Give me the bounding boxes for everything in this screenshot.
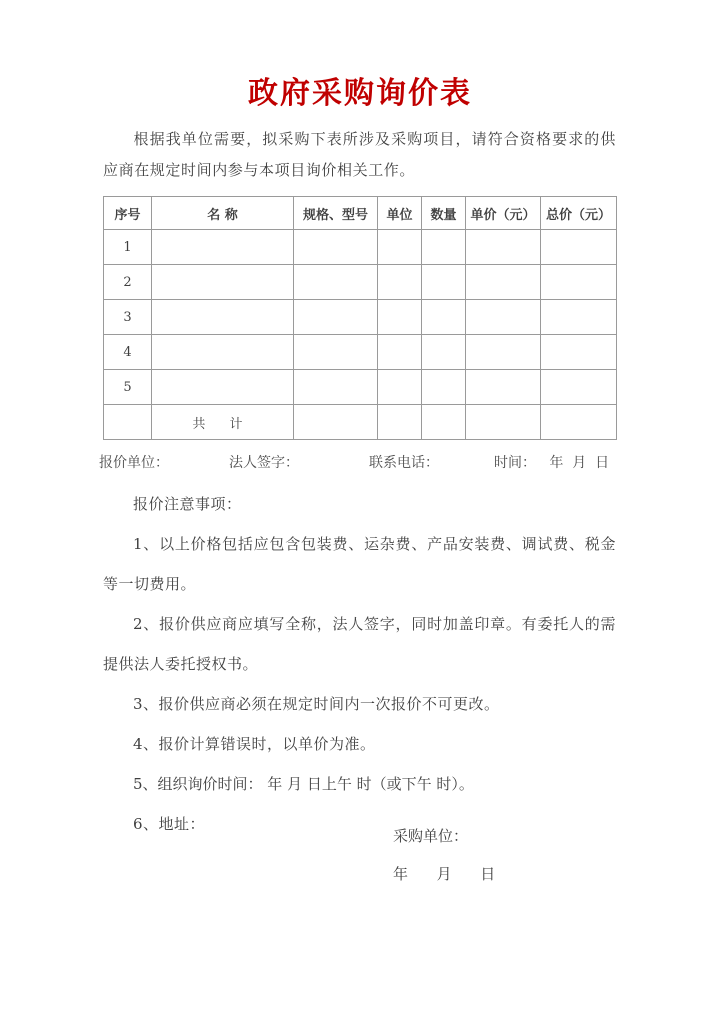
intro-paragraph [103,124,616,186]
cell-name[interactable] [152,230,294,265]
cell-qty[interactable] [422,370,466,405]
cell-qty[interactable] [422,265,466,300]
cell-qty[interactable] [422,335,466,370]
table-row [104,265,617,300]
table-header-spec: 规格、型号 [294,197,378,230]
page-title: 政府采购询价表 [248,76,472,111]
cell-price[interactable] [466,370,541,405]
note-text-1: 1、以上价格包括应包含包装费、运杂费、产品安装费、调试费、税金等一切费用。 [103,535,616,593]
table-row [104,370,617,405]
quote-table [103,196,617,440]
cell-qty[interactable] [422,300,466,335]
note-item-5 [103,764,616,804]
note-text-2: 2、报价供应商应填写全称，法人签字，同时加盖印章。有委托人的需提供法人委托授权书。 [103,615,616,673]
cell-unit[interactable] [378,370,422,405]
table-row [104,230,617,265]
cell-seq: 1 [104,230,152,265]
summary-cell-qty[interactable] [422,405,466,440]
footer-date-line: 年 月 日 [393,865,496,883]
cell-spec[interactable] [294,300,378,335]
table-header-unit: 单位 [378,197,422,230]
summary-cell-total[interactable] [541,405,617,440]
intro-text: 根据我单位需要，拟采购下表所涉及采购项目，请符合资格要求的供应商在规定时间内参与本项目询价相关工作。 [103,130,616,179]
cell-unit[interactable] [378,300,422,335]
cell-spec[interactable] [294,230,378,265]
table-header-row [104,197,617,230]
quoting-unit-label: 报价单位： [99,455,169,471]
cell-name[interactable] [152,370,294,405]
notes-heading-text: 报价注意事项： [133,495,242,513]
cell-spec[interactable] [294,265,378,300]
cell-total[interactable] [541,265,617,300]
legal-signature-label: 法人签字： [229,455,299,471]
table-header-total: 总价（元） [541,197,617,230]
summary-cell-unit[interactable] [378,405,422,440]
note-item-3 [103,684,616,724]
table-header-name: 名 称 [152,197,294,230]
cell-name[interactable] [152,265,294,300]
cell-price[interactable] [466,335,541,370]
summary-cell-price[interactable] [466,405,541,440]
cell-name[interactable] [152,335,294,370]
summary-cell-spec[interactable] [294,405,378,440]
note-item-2 [103,604,616,684]
cell-unit[interactable] [378,335,422,370]
cell-spec[interactable] [294,370,378,405]
table-header-qty: 数量 [422,197,466,230]
note-text-6: 6、地址： [133,815,206,833]
cell-qty[interactable] [422,230,466,265]
table-row [104,335,617,370]
signature-line [99,452,620,472]
note-text-5: 5、组织询价时间： 年 月 日上午 时（或下午 时）。 [133,775,474,793]
table-header-price: 单价（元） [466,197,541,230]
notes-section [103,484,616,844]
cell-seq: 5 [104,370,152,405]
cell-seq: 3 [104,300,152,335]
note-text-3: 3、报价供应商必须在规定时间内一次报价不可更改。 [133,695,500,713]
summary-label: 共 计 [152,405,294,440]
summary-cell-seq [104,405,152,440]
cell-price[interactable] [466,265,541,300]
date-label: 时间： 年 月 日 [494,455,610,471]
cell-name[interactable] [152,300,294,335]
cell-total[interactable] [541,335,617,370]
cell-total[interactable] [541,230,617,265]
contact-phone-label: 联系电话： [369,455,439,471]
cell-total[interactable] [541,300,617,335]
cell-seq: 4 [104,335,152,370]
cell-seq: 2 [104,265,152,300]
table-header-seq: 序号 [104,197,152,230]
table-row [104,300,617,335]
cell-price[interactable] [466,230,541,265]
table-summary-row [104,405,617,440]
cell-unit[interactable] [378,265,422,300]
notes-heading [103,484,616,524]
cell-unit[interactable] [378,230,422,265]
note-item-1 [103,524,616,604]
note-item-4 [103,724,616,764]
cell-price[interactable] [466,300,541,335]
cell-spec[interactable] [294,335,378,370]
note-text-4: 4、报价计算错误时，以单价为准。 [133,735,376,753]
purchasing-unit-label: 采购单位： [393,827,469,845]
cell-total[interactable] [541,370,617,405]
footer-signature-block [103,818,616,894]
